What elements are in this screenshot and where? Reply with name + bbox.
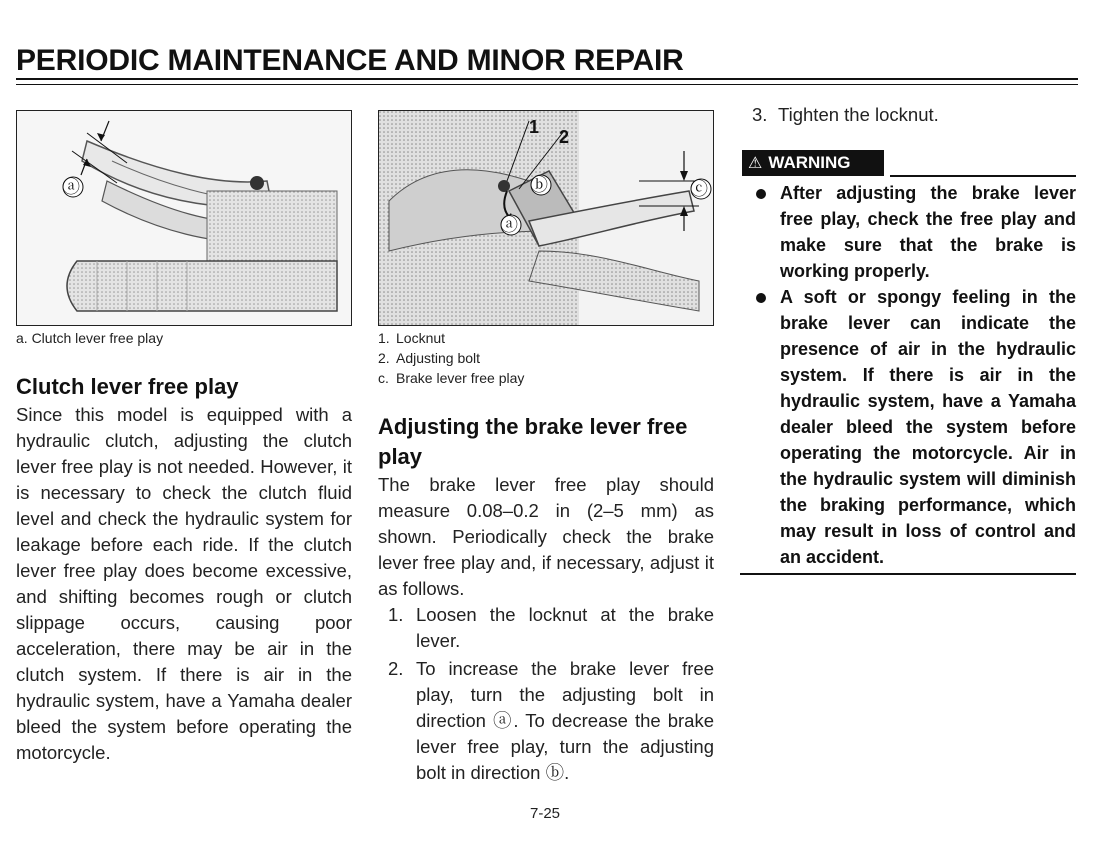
figure2-label-b: ⓑ xyxy=(530,175,548,195)
brake-lever-illustration xyxy=(379,111,713,325)
warning-triangle-icon: ⚠ xyxy=(748,155,763,172)
brake-section-heading: Adjusting the brake lever free play xyxy=(378,414,688,469)
warning-rule xyxy=(890,175,1076,177)
brake-steps xyxy=(378,602,714,786)
brake-figure-caption xyxy=(378,328,712,388)
page-header-title: PERIODIC MAINTENANCE AND MINOR REPAIR xyxy=(16,44,684,77)
brake-step: 2. To increase the brake lever free play, turn the adjusting bolt in direction ⓐ. To decrease the brake lever free play, turn the adjusting bolt in direction ⓑ. xyxy=(388,658,714,783)
figure1-label-a: ⓐ xyxy=(62,177,80,197)
brake-step-3: 3. Tighten the locknut. xyxy=(752,104,939,125)
caption-item: 1. Locknut xyxy=(378,330,446,346)
bullet-icon xyxy=(756,293,766,303)
warning-bottom-rule xyxy=(740,573,1076,575)
caption-item: c. Brake lever free play xyxy=(378,370,525,386)
brake-section-body: The brake lever free play should measure 0.08–0.2 in (2–5 mm) as shown. Periodically check the brake lever free play and, if necessary, adjust it as follows. xyxy=(378,474,714,599)
header-rule xyxy=(16,78,1078,80)
clutch-section-heading: Clutch lever free play xyxy=(16,374,239,399)
warning-item: After adjusting the brake lever free play, check the free play and make sure that the brake is working properly. xyxy=(756,180,1076,284)
bullet-icon xyxy=(756,189,766,199)
page-number: 7-25 xyxy=(530,805,561,822)
warning-item: A soft or spongy feeling in the brake lever can indicate the presence of air in the hydraulic system. If there is air in the hydraulic system, have a Yamaha dealer bleed the system before operating the motorcycle. Air in the hydraulic system will diminish the braking performance, which may result in loss of control and an accident. xyxy=(756,284,1076,570)
figure2-label-c: ⓒ xyxy=(690,179,708,199)
warning-list xyxy=(756,180,1076,570)
clutch-figure-caption: a. Clutch lever free play xyxy=(16,330,164,346)
figure2-label-a: ⓐ xyxy=(500,215,518,235)
figure2-label-1: 1 xyxy=(529,117,540,137)
figure2-label-2: 2 xyxy=(559,127,570,147)
caption-item: 2. Adjusting bolt xyxy=(378,350,481,366)
header-rule-thin xyxy=(16,84,1078,85)
warning-label: WARNING xyxy=(768,153,851,172)
brake-step: 1. Loosen the locknut at the brake lever. xyxy=(388,604,714,651)
clutch-lever-illustration xyxy=(17,111,351,325)
warning-badge xyxy=(742,150,884,176)
clutch-section-body: Since this model is equipped with a hydraulic clutch, adjusting the clutch lever free play is not needed. However, it is necessary to check the clutch fluid level and check the hydraulic system for leakage before each ride. If the clutch lever free play does become excessive, and shifting becomes rough or clutch slippage occurs, causing poor acceleration, there may be air in the clutch system. If there is air in the hydraulic system, have a Yamaha dealer bleed the system before operating the motorcycle. xyxy=(16,404,352,763)
brake-lever-figure xyxy=(378,110,714,326)
clutch-lever-figure xyxy=(16,110,352,326)
